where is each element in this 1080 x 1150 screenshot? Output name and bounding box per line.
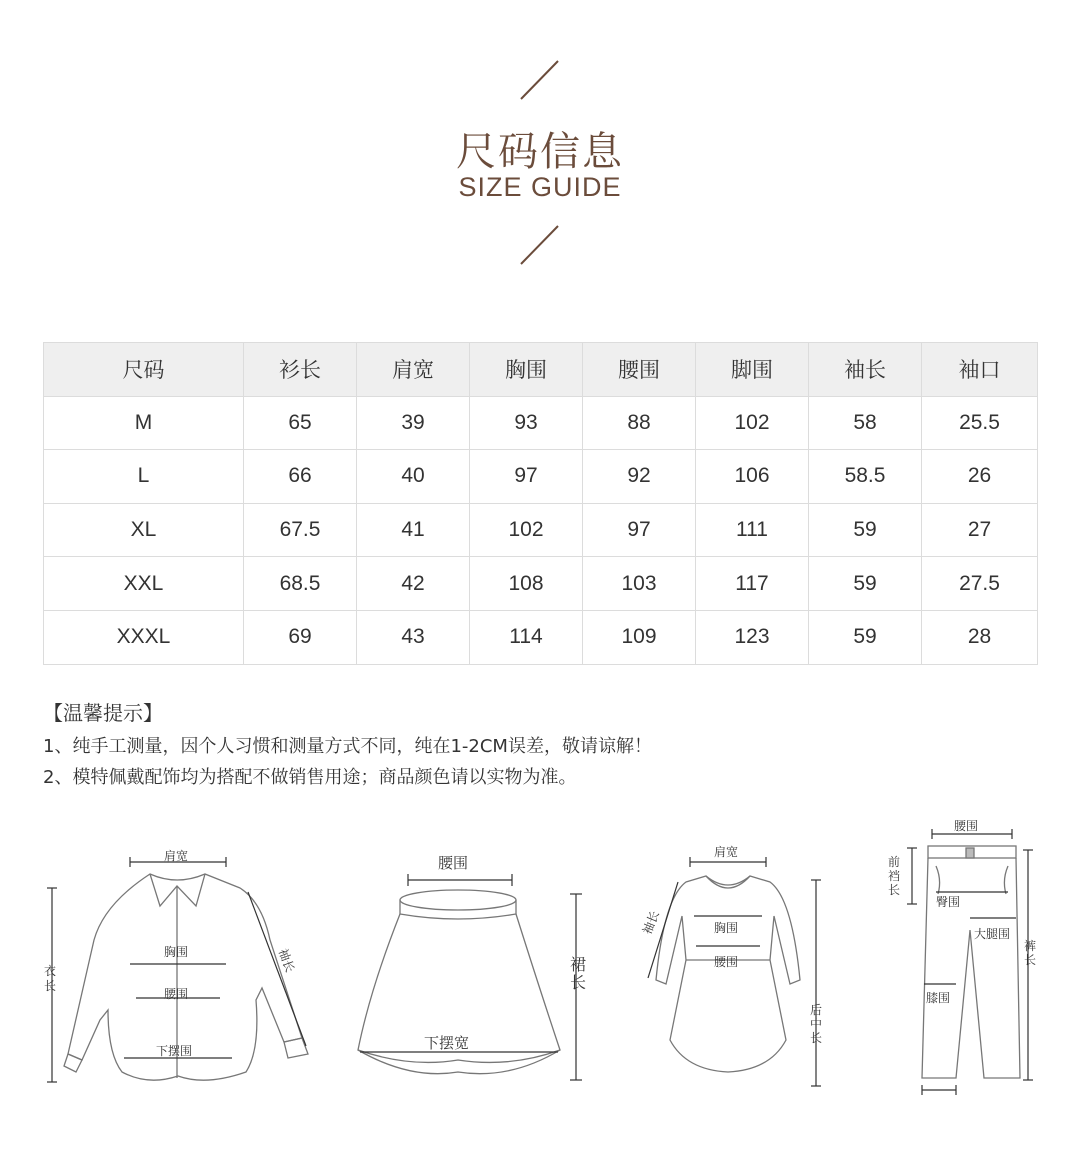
tips-section	[43, 698, 1043, 793]
pants-rise-label: 裆	[888, 869, 901, 883]
dress-length-label: 中	[810, 1017, 823, 1031]
size-table	[43, 342, 1038, 665]
skirt-illustration	[340, 810, 600, 1110]
table-cell: 58	[809, 396, 922, 450]
tips-title: 【温馨提示】	[43, 701, 163, 725]
pants-rise-label: 前	[888, 855, 901, 869]
column-header: 脚围	[696, 343, 809, 397]
shirt-hem-label: 下摆围	[156, 1044, 193, 1058]
page-title: 尺码信息	[456, 129, 624, 175]
table-cell: 59	[809, 610, 922, 664]
table-cell: 28	[922, 610, 1038, 664]
table-header-row	[44, 343, 1038, 397]
table-cell: XXXL	[44, 610, 244, 664]
skirt-hem-label: 下摆宽	[424, 1034, 470, 1052]
table-row	[44, 450, 1038, 504]
shirt-length-label: 长	[44, 979, 57, 993]
table-cell: 25.5	[922, 396, 1038, 450]
table-cell: 88	[583, 396, 696, 450]
dress-chest-label: 胸围	[714, 921, 739, 935]
table-cell: 123	[696, 610, 809, 664]
table-cell: 67.5	[244, 503, 357, 557]
table-cell: 111	[696, 503, 809, 557]
dress-illustration	[630, 810, 850, 1110]
table-cell: 58.5	[809, 450, 922, 504]
table-cell: 117	[696, 557, 809, 611]
table-row	[44, 503, 1038, 557]
shirt-chest-label: 胸围	[164, 945, 189, 959]
pants-length-label: 长	[1024, 953, 1037, 967]
shirt-length-label: 衣	[44, 964, 57, 978]
shirt-shoulder-label: 肩宽	[164, 849, 189, 863]
pants-length-label: 裤	[1024, 939, 1037, 953]
table-cell: 41	[357, 503, 470, 557]
column-header: 袖口	[922, 343, 1038, 397]
column-header: 袖长	[809, 343, 922, 397]
table-row	[44, 610, 1038, 664]
pants-hip-label: 臀围	[936, 895, 961, 909]
table-cell: 102	[470, 503, 583, 557]
pants-rise-label: 长	[888, 883, 901, 897]
table-row	[44, 396, 1038, 450]
column-header: 尺码	[44, 343, 244, 397]
table-cell: 93	[470, 396, 583, 450]
table-cell: 27	[922, 503, 1038, 557]
skirt-measure-diagram	[340, 810, 600, 1110]
column-header: 胸围	[470, 343, 583, 397]
table-cell: M	[44, 396, 244, 450]
shirt-illustration	[30, 810, 330, 1110]
table-cell: 114	[470, 610, 583, 664]
tip-line: 1、纯手工测量，因个人习惯和测量方式不同，纯在1-2CM误差，敬请谅解！	[43, 736, 652, 757]
page-subtitle: SIZE GUIDE	[458, 172, 622, 202]
table-cell: 109	[583, 610, 696, 664]
table-cell: 39	[357, 396, 470, 450]
pants-illustration	[876, 810, 1066, 1110]
table-cell: 59	[809, 503, 922, 557]
pants-measure-diagram	[876, 810, 1066, 1110]
skirt-length-label: 裙	[570, 955, 587, 974]
table-cell: 27.5	[922, 557, 1038, 611]
pants-waist-label: 腰围	[954, 819, 979, 833]
skirt-length-label: 长	[570, 973, 587, 992]
table-cell: 43	[357, 610, 470, 664]
tip-line: 2、模特佩戴配饰均为搭配不做销售用途；商品颜色请以实物为准。	[43, 767, 577, 788]
shirt-waist-label: 腰围	[164, 987, 189, 1001]
dress-waist-label: 腰围	[714, 955, 739, 969]
table-cell: 42	[357, 557, 470, 611]
pants-knee-label: 膝围	[926, 991, 951, 1005]
table-cell: XXL	[44, 557, 244, 611]
table-cell: 92	[583, 450, 696, 504]
column-header: 肩宽	[357, 343, 470, 397]
table-cell: 65	[244, 396, 357, 450]
dress-length-label: 后	[810, 1003, 823, 1017]
table-cell: XL	[44, 503, 244, 557]
column-header: 腰围	[583, 343, 696, 397]
shirt-measure-diagram	[30, 810, 330, 1110]
shirt-sleeve-label: 袖长	[275, 946, 298, 975]
table-cell: 69	[244, 610, 357, 664]
dress-length-label: 长	[810, 1031, 823, 1045]
skirt-waist-label: 腰围	[438, 854, 469, 872]
page-header	[0, 0, 1080, 300]
dress-measure-diagram	[630, 810, 850, 1110]
table-cell: 102	[696, 396, 809, 450]
table-cell: 103	[583, 557, 696, 611]
table-cell: 97	[583, 503, 696, 557]
table-cell: 68.5	[244, 557, 357, 611]
table-cell: 97	[470, 450, 583, 504]
table-cell: L	[44, 450, 244, 504]
table-cell: 106	[696, 450, 809, 504]
table-cell: 66	[244, 450, 357, 504]
table-cell: 40	[357, 450, 470, 504]
table-row	[44, 557, 1038, 611]
table-cell: 108	[470, 557, 583, 611]
dress-sleeve-label: 袖长	[640, 908, 663, 937]
table-cell: 59	[809, 557, 922, 611]
table-cell: 26	[922, 450, 1038, 504]
dress-shoulder-label: 肩宽	[714, 845, 739, 859]
column-header: 衫长	[244, 343, 357, 397]
bottom-slash	[521, 226, 558, 264]
pants-thigh-label: 大腿围	[974, 927, 1011, 941]
top-slash	[521, 61, 558, 99]
